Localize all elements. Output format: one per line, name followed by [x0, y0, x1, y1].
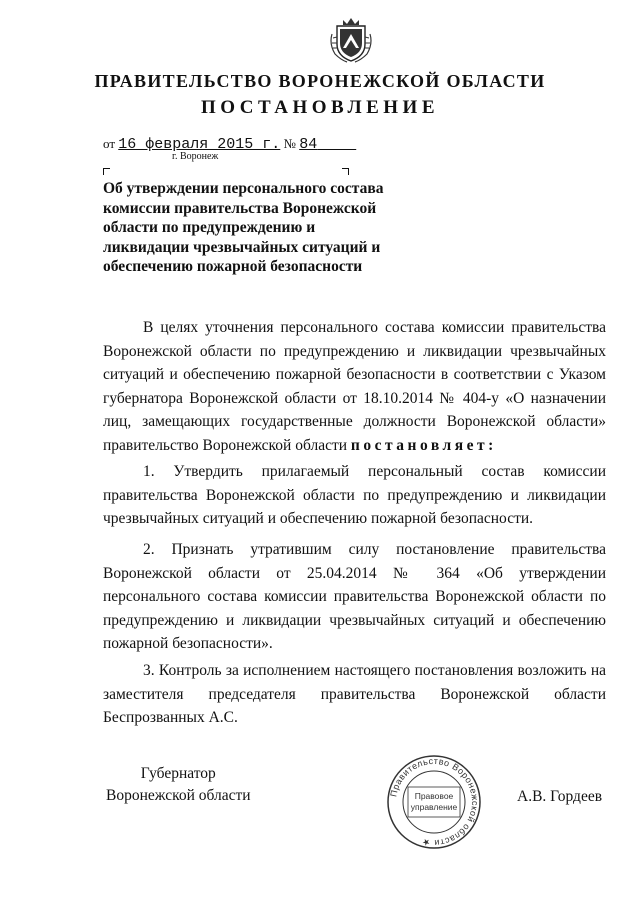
document-date: 16 февраля 2015 г. [118, 136, 281, 153]
date-prefix: от [103, 136, 116, 151]
coat-of-arms-icon [329, 14, 373, 64]
document-type: ПОСТАНОВЛЕНИЕ [200, 97, 440, 118]
preamble-text: В целях уточнения персонального состава комиссии правительства Воронежской области по предупреждению и ликвидации чрезвычайных ситуаций и обеспечению пожарной безопасности в соответствии с Указом губернатора Воронежской области от 18.10.2014 № 404-у «О назначении лиц, замещающих государственные должности Воронежской области» правительство Воронежской области [103, 319, 606, 454]
decree-item-1: 1. Утвердить прилагаемый персональный состав комиссии правительства Воронежской области по предупреждению и ликвидации чрезвычайных ситуаций и обеспечению пожарной безопасности. [103, 463, 606, 527]
position-line-2: Воронежской области [106, 787, 251, 804]
document-title: Об утверждении персонального состава комиссии правительства Воронежской области по предупреждению и ликвидации чрезвычайных ситуаций и обеспечению пожарной безопасности [103, 180, 384, 275]
preamble-paragraph [103, 316, 606, 457]
title-bracket-right [342, 168, 349, 175]
official-stamp-icon [386, 754, 482, 850]
decree-item-2: 2. Признать утратившим силу постановление правительства Воронежской области от 25.04.2014 № 364 «Об утверждении персонального состава комиссии правительства Воронежской области по предупреждению и ликвидации чрезвычайных ситуаций и обеспечению пожарной безопасности». [103, 541, 606, 652]
svg-text:Правовое: Правовое [414, 791, 454, 801]
signatory-name: А.В. Гордеев [517, 788, 603, 805]
number-prefix: № [283, 136, 296, 151]
organization-name: ПРАВИТЕЛЬСТВО ВОРОНЕЖСКОЙ ОБЛАСТИ [94, 71, 546, 91]
signatory-position [106, 763, 251, 807]
decree-item-3: 3. Контроль за исполнением настоящего постановления возложить на заместителя председателя правительства Воронежской области Беспрозванных А.С. [103, 662, 606, 726]
document-number: 84 [299, 136, 318, 153]
date-line [103, 136, 356, 153]
svg-text:управление: управление [410, 802, 458, 812]
svg-text:Правительство Воронежской обла: Правительство Воронежской области ★ [388, 755, 481, 849]
document-city: г. Воронеж [172, 151, 219, 162]
decree-word: постановляет: [350, 436, 497, 454]
position-line-1: Губернатор [140, 765, 216, 782]
title-bracket-left [103, 168, 110, 175]
